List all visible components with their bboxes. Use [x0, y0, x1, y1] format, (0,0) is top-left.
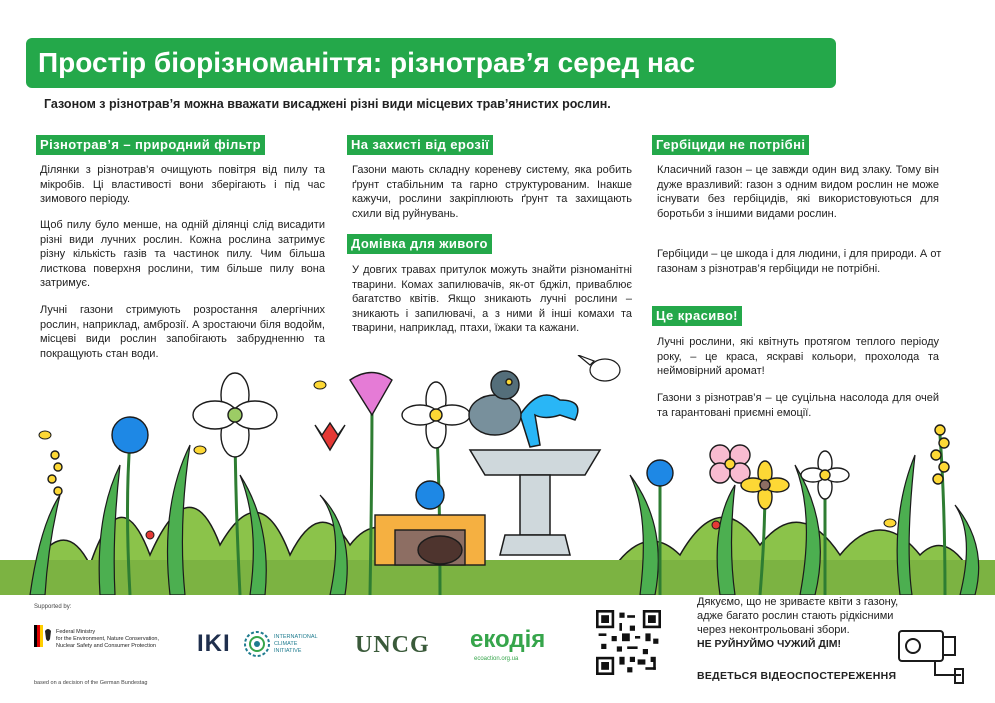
iki-circles-icon	[243, 630, 271, 658]
supported-by-label: Supported by:	[34, 604, 72, 610]
notice-slogan: НЕ РУЙНУЙМО ЧУЖИЙ ДІМ!	[697, 638, 841, 650]
section-text-erosion: Газони мають складну кореневу систему, яка робить ґрунт стабільним та гарно структурованим. Інакше кажучи, рослини закріплюють ґрунт та захищають схили від руйнувань.	[352, 164, 632, 220]
camera-icon	[895, 625, 967, 687]
section-heading-home: Домівка для живого	[347, 234, 492, 254]
bmu-line-3: Nuclear Safety and Consumer Protection	[56, 643, 156, 649]
section-text-filter-3: Лучні газони стримують розростання алергічних рослин, наприклад, амброзії. А зростаючи біля водойм, місцеві види рослин запобігають забрудненню та покращують стан води.	[40, 304, 325, 360]
meadow-illustration	[0, 355, 995, 595]
bmu-line-1: Federal Ministry	[56, 629, 96, 635]
section-heading-erosion: На захисті від ерозії	[347, 135, 493, 155]
bmu-text	[56, 629, 159, 650]
iki-logo: IKI	[197, 630, 231, 657]
bmu-line-2: for the Environment, Nature Conservation,	[56, 636, 160, 642]
no-picking-notice: Дякуємо, що не зриваєте квіти з газону, адже багато рослин стають рідкісними через неконтрольовані збори.	[697, 596, 899, 636]
ecoaction-logo: екодія	[470, 626, 546, 653]
page-subtitle: Газоном з різнотрав’я можна вважати висаджені різні види місцевих трав’янистих рослин.	[44, 97, 611, 111]
page-title: Простір біорізноманіття: різнотрав’я серед нас	[26, 38, 836, 88]
section-text-filter-1: Ділянки з різнотрав’я очищують повітря від пилу та мікробів. Ці властивості вони зберігають і під час зимового періоду.	[40, 164, 325, 205]
uncg-logo: UNCG	[355, 632, 430, 658]
section-heading-filter: Різнотрав’я – природний фільтр	[36, 135, 265, 155]
bundestag-note: based on a decision of the German Bundestag	[34, 680, 148, 686]
federal-eagle-icon	[34, 625, 52, 647]
ecoaction-url: ecoaction.org.ua	[474, 656, 519, 662]
section-text-herbicides-2: Гербіциди – це шкода і для людини, і для природи. А от газонам з різнотрав’я гербіциди не потрібні.	[657, 248, 942, 275]
section-text-home: У довгих травах притулок можуть знайти різноманітні тварини. Комах запилювачів, як-от бджіл, приваблює багатство квітів. Якщо зникають лучні рослини – зникають і запилювачі, а з ними й інші комахи та тварини, наприклад, птахи, їжаки та кажани.	[352, 264, 632, 334]
iki-line-3: INITIATIVE	[274, 648, 302, 654]
bmu-logo	[34, 625, 184, 665]
section-text-herbicides-1: Класичний газон – це завжди один вид злаку. Тому він дуже вразливий: газон з одним видом рослин не може існувати без гербіцидів, які використовуються для боротьби з іншими видами рослин.	[657, 164, 939, 220]
section-text-filter-2: Щоб пилу було менше, на одній ділянці слід висадити різні види лучних рослин. Кожна рослина затримує різну кількість газів та частинок пилу. Чим більша листкова поверхня рослини, тим більше пилу вона затримує.	[40, 219, 325, 289]
video-surveillance-note: ВЕДЕТЬСЯ ВІДЕОСПОСТЕРЕЖЕННЯ	[697, 670, 897, 682]
qr-code[interactable]	[596, 610, 661, 675]
iki-text	[274, 634, 318, 655]
section-heading-beauty: Це красиво!	[652, 306, 742, 326]
section-text-beauty-2: Газони з різнотрав’я – це суцільна насолода для очей та гарантовані приємні емоції.	[657, 392, 939, 419]
section-text-beauty-1: Лучні рослини, які квітнуть протягом теплого періоду року, – це краса, яскраві кольори, прохолода та неймовірний аромат!	[657, 336, 939, 377]
iki-line-1: INTERNATIONAL	[274, 634, 318, 640]
iki-line-2: CLIMATE	[274, 641, 298, 647]
section-heading-herbicides: Гербіциди не потрібні	[652, 135, 809, 155]
